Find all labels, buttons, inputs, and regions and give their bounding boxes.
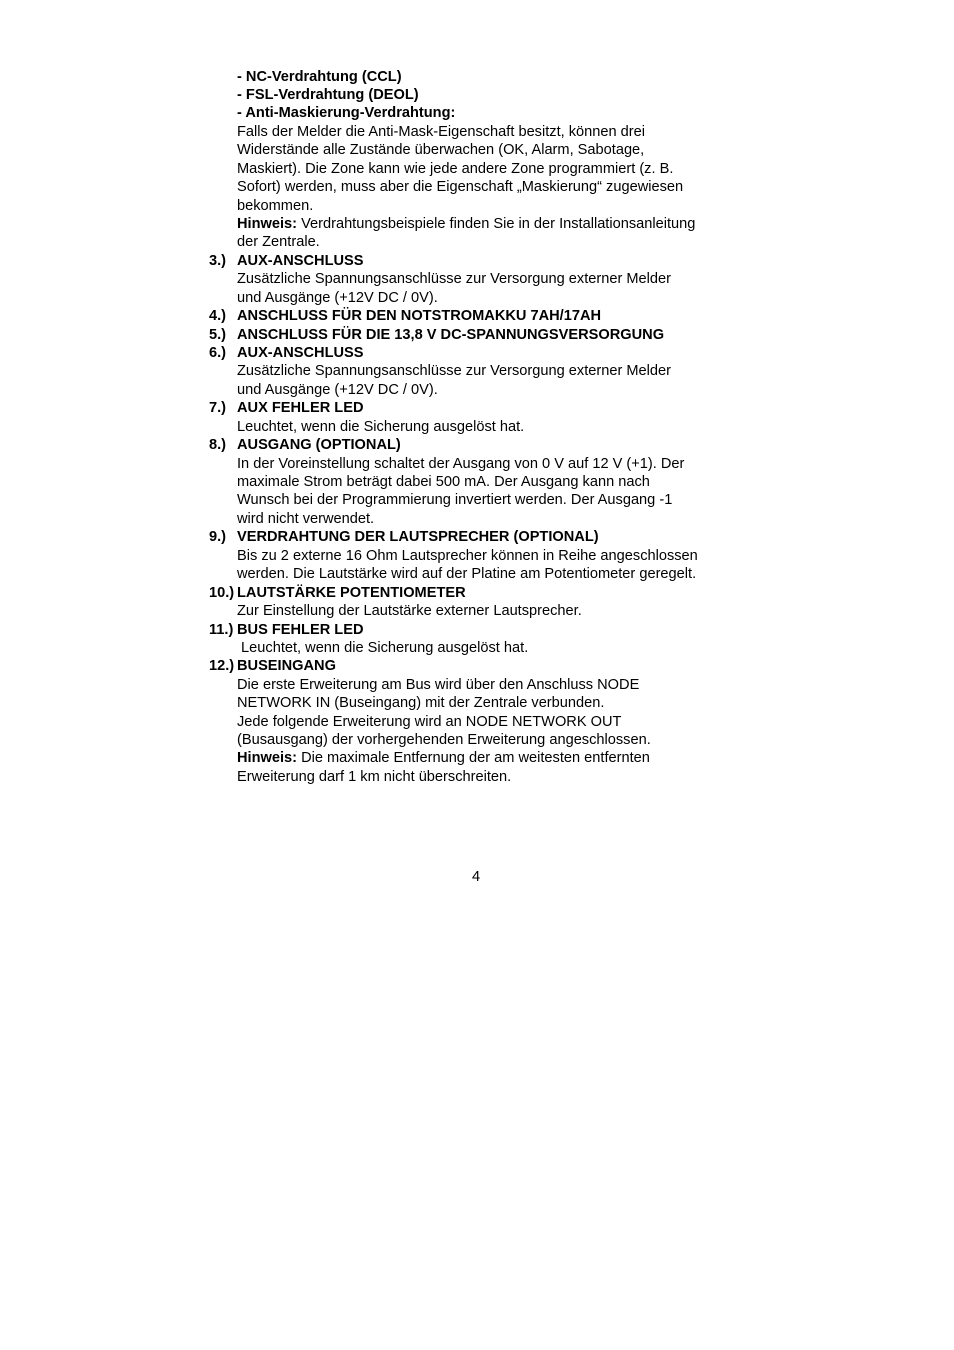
item-number: 6.) (209, 345, 227, 361)
item-number: 8.) (209, 437, 227, 453)
note-label: Hinweis: (237, 216, 298, 232)
antimask-text-line: Maskiert). Die Zone kann wie jede andere Zone programmiert (z. B. (237, 161, 674, 177)
item-text-line: werden. Die Lautstärke wird auf der Platine am Potentiometer geregelt. (237, 566, 697, 582)
nc-wiring-heading: - NC-Verdrahtung (CCL) (237, 69, 402, 85)
antimask-wiring-heading: - Anti-Maskierung-Verdrahtung: (237, 105, 456, 121)
item-title: AUSGANG (OPTIONAL) (237, 437, 401, 453)
item-text-line: Zusätzliche Spannungsanschlüsse zur Versorgung externer Melder (237, 363, 671, 379)
intro-note-continuation: der Zentrale. (237, 234, 320, 250)
item-title: BUSEINGANG (237, 658, 336, 674)
note-label: Hinweis: (237, 750, 298, 766)
item-note (237, 749, 650, 767)
item-title: AUX FEHLER LED (237, 400, 364, 416)
item-note-continuation: Erweiterung darf 1 km nicht überschreiten. (237, 769, 512, 785)
antimask-text-line: Falls der Melder die Anti-Mask-Eigenschaft besitzt, können drei (237, 124, 646, 140)
note-text: Verdrahtungsbeispiele finden Sie in der Installationsanleitung (297, 216, 696, 232)
item-title: AUX-ANSCHLUSS (237, 253, 364, 269)
antimask-text-line: Sofort) werden, muss aber die Eigenschaft „Maskierung“ zugewiesen (237, 179, 684, 195)
item-number: 5.) (209, 327, 227, 343)
item-number: 9.) (209, 529, 227, 545)
item-text-line: In der Voreinstellung schaltet der Ausgang von 0 V auf 12 V (+1). Der (237, 456, 685, 472)
item-number: 10.) (209, 585, 235, 601)
item-text-line: NETWORK IN (Buseingang) mit der Zentrale verbunden. (237, 695, 605, 711)
item-title: AUX-ANSCHLUSS (237, 345, 364, 361)
item-number: 11.) (209, 622, 234, 638)
item-text-line: Jede folgende Erweiterung wird an NODE NETWORK OUT (237, 714, 622, 730)
item-number: 3.) (209, 253, 227, 269)
item-text-line: Zur Einstellung der Lautstärke externer Lautsprecher. (237, 603, 582, 619)
intro-note (237, 215, 695, 233)
item-text-line: Leuchtet, wenn die Sicherung ausgelöst hat. (237, 419, 525, 435)
item-title: VERDRAHTUNG DER LAUTSPRECHER (OPTIONAL) (237, 529, 599, 545)
fsl-wiring-heading: - FSL-Verdrahtung (DEOL) (237, 87, 419, 103)
item-title: ANSCHLUSS FÜR DEN NOTSTROMAKKU 7AH/17AH (237, 308, 602, 324)
item-number: 4.) (209, 308, 227, 324)
antimask-text-line: Widerstände alle Zustände überwachen (OK, Alarm, Sabotage, (237, 142, 645, 158)
item-title: ANSCHLUSS FÜR DIE 13,8 V DC-SPANNUNGSVERSORGUNG (237, 327, 665, 343)
item-text-line: und Ausgänge (+12V DC / 0V). (237, 290, 438, 306)
item-text-line: Bis zu 2 externe 16 Ohm Lautsprecher können in Reihe angeschlossen (237, 548, 698, 564)
page-number: 4 (472, 869, 481, 885)
item-text-line: und Ausgänge (+12V DC / 0V). (237, 382, 438, 398)
item-number: 7.) (209, 400, 227, 416)
item-text-line: Die erste Erweiterung am Bus wird über den Anschluss NODE (237, 677, 640, 693)
item-number: 12.) (209, 658, 235, 674)
antimask-text-line: bekommen. (237, 198, 314, 214)
item-title: LAUTSTÄRKE POTENTIOMETER (237, 585, 466, 601)
item-title: BUS FEHLER LED (237, 622, 364, 638)
item-text-line: Leuchtet, wenn die Sicherung ausgelöst hat. (237, 640, 529, 656)
item-text-line: maximale Strom beträgt dabei 500 mA. Der Ausgang kann nach (237, 474, 650, 490)
item-text-line: (Busausgang) der vorhergehenden Erweiterung angeschlossen. (237, 732, 651, 748)
item-text-line: Zusätzliche Spannungsanschlüsse zur Versorgung externer Melder (237, 271, 671, 287)
item-text-line: Wunsch bei der Programmierung invertiert werden. Der Ausgang -1 (237, 492, 673, 508)
note-text: Die maximale Entfernung der am weitesten entfernten (297, 750, 650, 766)
item-text-line: wird nicht verwendet. (237, 511, 375, 527)
